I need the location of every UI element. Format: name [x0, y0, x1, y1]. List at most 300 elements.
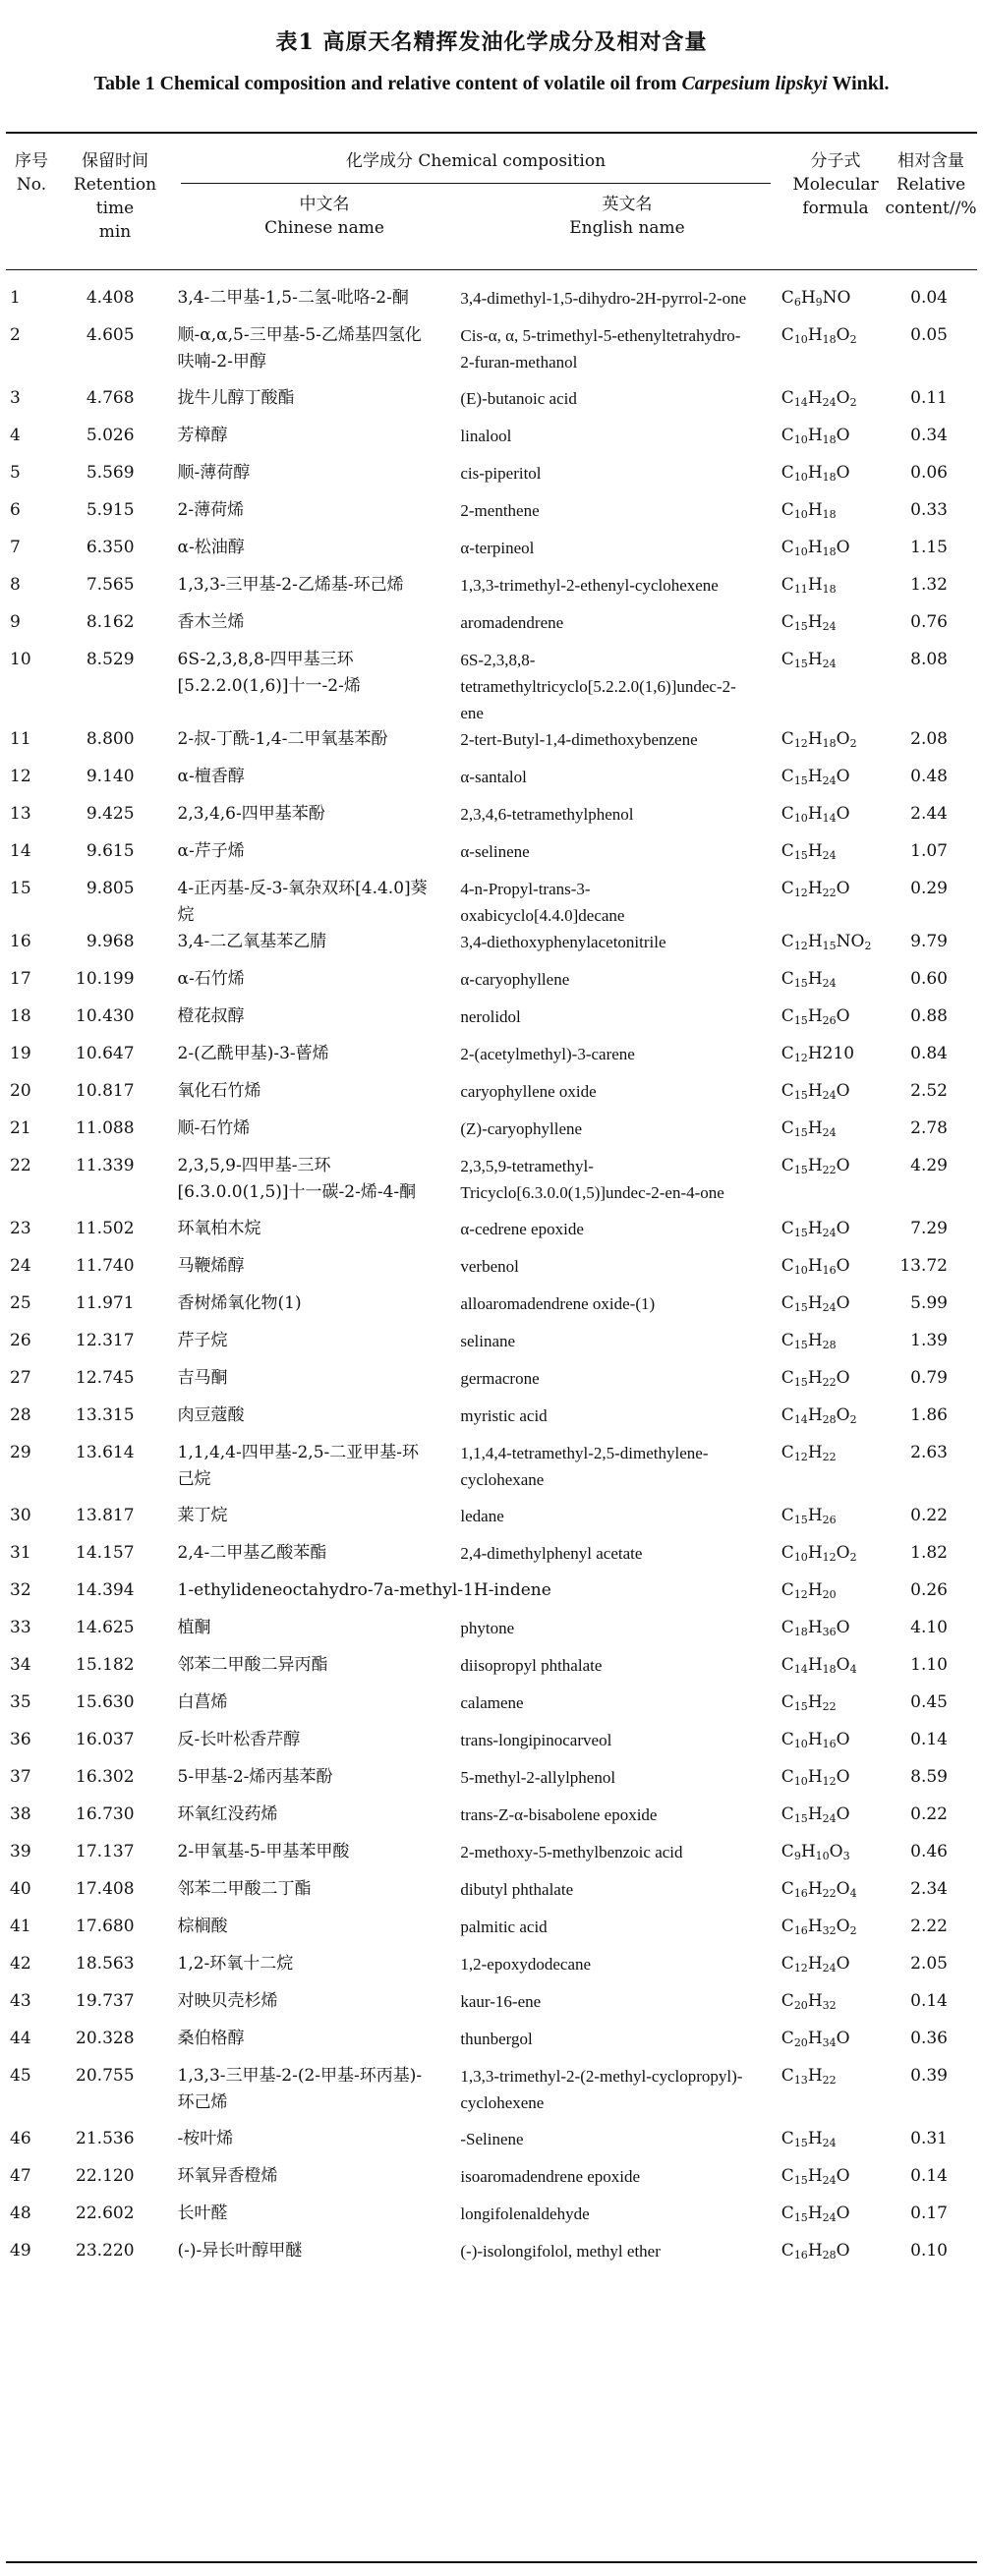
table-row	[6, 535, 977, 572]
cell-number: 43	[10, 1991, 31, 2011]
cell-retention-time: 13.817	[76, 1506, 135, 1525]
cell-english-name: 2,3,4,6-tetramethylphenol	[460, 805, 634, 824]
cell-molecular-formula: $C_{15}H_{24}$	[781, 2129, 837, 2149]
cell-retention-time: 16.730	[76, 1804, 135, 1824]
header-no	[6, 149, 57, 197]
cell-retention-time: 11.740	[76, 1256, 135, 1276]
cell-english-name: 2,3,5,9-tetramethyl-Tricyclo[6.3.0.0(1,5)]undec-2-en-4-one	[460, 1157, 724, 1202]
cell-relative-content: 0.31	[910, 2129, 948, 2148]
cell-english-name: -Selinene	[460, 2130, 524, 2148]
cell-number: 41	[10, 1917, 31, 1936]
cell-relative-content: 0.29	[910, 879, 948, 898]
cell-molecular-formula: $C_{14}H_{28}O_2$	[781, 1405, 857, 1426]
cell-retention-time: 10.199	[76, 969, 135, 989]
cell-english-name: cis-piperitol	[460, 464, 542, 483]
header-cn-name-1: 中文名	[299, 195, 350, 214]
cell-relative-content: 1.10	[910, 1655, 948, 1675]
cell-english-name: kaur-16-ene	[460, 1992, 542, 2011]
cell-retention-time: 13.614	[76, 1443, 135, 1462]
cell-chinese-name: 1,3,3-三甲基-2-乙烯基-环己烯	[177, 575, 404, 595]
table-row	[6, 1839, 977, 1876]
cell-relative-content: 2.44	[910, 804, 948, 824]
cell-retention-time: 12.745	[76, 1368, 135, 1388]
cell-chinese-name: 1,1,4,4-四甲基-2,5-二亚甲基-环己烷	[177, 1443, 420, 1489]
cell-retention-time: 10.647	[76, 1044, 135, 1063]
table-row	[6, 1440, 977, 1503]
cell-english-name: 2-(acetylmethyl)-3-carene	[460, 1045, 635, 1063]
cell-molecular-formula: $C_{12}H_{22}$	[781, 1443, 837, 1463]
cell-english-name: α-caryophyllene	[460, 970, 570, 989]
cell-number: 32	[10, 1580, 31, 1600]
table-row	[6, 1540, 977, 1577]
cell-molecular-formula: $C_{16}H_{32}O_2$	[781, 1917, 857, 1937]
cell-relative-content: 0.84	[910, 1044, 948, 1063]
cell-relative-content: 0.34	[910, 426, 948, 445]
cell-relative-content: 1.82	[910, 1543, 948, 1563]
header-no-cn: 序号	[15, 151, 48, 171]
cell-number: 5	[10, 463, 21, 483]
cell-chinese-name: 桑伯格醇	[177, 2029, 245, 2048]
cell-retention-time: 9.425	[86, 804, 135, 824]
cell-number: 49	[10, 2241, 31, 2261]
table-row	[6, 1988, 977, 2026]
cell-relative-content: 8.08	[910, 650, 948, 669]
header-composition-rule	[181, 183, 771, 184]
cell-english-name: nerolidol	[460, 1007, 521, 1026]
title-en-species: Carpesium lipskyi	[681, 73, 828, 94]
cell-chinese-name: (-)-异长叶醇甲醚	[177, 2241, 303, 2261]
cell-retention-time: 9.615	[86, 841, 135, 861]
table-row	[6, 1689, 977, 1727]
cell-number: 19	[10, 1044, 31, 1063]
cell-relative-content: 0.76	[910, 612, 948, 632]
cell-retention-time: 22.602	[76, 2204, 135, 2223]
table-title-english	[0, 73, 983, 95]
cell-retention-time: 8.800	[86, 729, 135, 749]
cell-molecular-formula: $C_{15}H_{22}O$	[781, 1156, 850, 1176]
cell-english-name: 5-methyl-2-allylphenol	[460, 1768, 616, 1787]
cell-retention-time: 11.088	[76, 1118, 135, 1138]
cell-english-name: palmitic acid	[460, 1918, 548, 1936]
table-row	[6, 2238, 977, 2275]
cell-molecular-formula: $C_{20}H_{34}O$	[781, 2029, 850, 2049]
cell-chinese-name: 吉马酮	[177, 1368, 228, 1388]
table-row	[6, 1615, 977, 1652]
cell-relative-content: 1.39	[910, 1331, 948, 1350]
cell-molecular-formula: $C_{16}H_{28}O$	[781, 2241, 850, 2261]
cell-chinese-name: 马鞭烯醇	[177, 1256, 245, 1276]
cell-chinese-name: 2-甲氧基-5-甲基苯甲酸	[177, 1842, 350, 1861]
cell-molecular-formula: $C_{15}H_{24}O$	[781, 2204, 850, 2224]
cell-number: 3	[10, 388, 21, 408]
cell-molecular-formula: $C_{15}H_{24}O$	[781, 1804, 850, 1825]
cell-number: 17	[10, 969, 31, 989]
cell-english-name: 1,2-epoxydodecane	[460, 1955, 592, 1974]
table-row	[6, 1253, 977, 1290]
cell-relative-content: 0.88	[910, 1006, 948, 1026]
cell-chinese-name: α-檀香醇	[177, 767, 245, 786]
table-row	[6, 1802, 977, 1839]
cell-number: 2	[10, 325, 21, 345]
cell-retention-time: 14.157	[76, 1543, 135, 1563]
cell-relative-content: 8.59	[910, 1767, 948, 1787]
cell-relative-content: 0.36	[910, 2029, 948, 2048]
cell-relative-content: 0.48	[910, 767, 948, 786]
cell-english-name: linalool	[460, 427, 512, 445]
table-row	[6, 647, 977, 726]
cell-molecular-formula: $C_{12}H_{18}O_2$	[781, 729, 857, 750]
cell-number: 29	[10, 1443, 31, 1462]
cell-relative-content: 0.26	[910, 1580, 948, 1600]
cell-chinese-name: α-芹子烯	[177, 841, 245, 861]
cell-english-name: calamene	[460, 1693, 524, 1712]
cell-number: 45	[10, 2066, 31, 2086]
cell-molecular-formula: $C_{15}H_{22}$	[781, 1692, 837, 1713]
cell-number: 7	[10, 538, 21, 557]
cell-chinese-name: 拢牛儿醇丁酸酯	[177, 388, 295, 408]
cell-molecular-formula: $C_{15}H_{24}$	[781, 841, 837, 862]
table-row	[6, 609, 977, 647]
cell-molecular-formula: $C_{15}H_{24}$	[781, 612, 837, 633]
cell-retention-time: 11.971	[76, 1293, 135, 1313]
cell-relative-content: 2.78	[910, 1118, 948, 1138]
cell-chinese-name: 顺-α,α,5-三甲基-5-乙烯基四氢化呋喃-2-甲醇	[177, 325, 422, 372]
cell-english-name: Cis-α, α, 5-trimethyl-5-ethenyltetrahydro-2-furan-methanol	[460, 326, 741, 372]
cell-retention-time: 8.529	[86, 650, 135, 669]
cell-relative-content: 7.29	[910, 1219, 948, 1238]
cell-retention-time: 9.968	[86, 932, 135, 951]
cell-molecular-formula: $C_{10}H_{18}O_2$	[781, 325, 857, 346]
cell-relative-content: 13.72	[899, 1256, 948, 1276]
cell-retention-time: 5.569	[86, 463, 135, 483]
cell-number: 24	[10, 1256, 31, 1276]
header-chinese-name	[173, 193, 476, 240]
cell-relative-content: 0.14	[910, 2166, 948, 2186]
cell-molecular-formula: $C_{12}H210$	[781, 1044, 855, 1064]
cell-chinese-name: 肉豆蔻酸	[177, 1405, 245, 1425]
bottom-rule	[6, 2561, 977, 2563]
cell-molecular-formula: $C_{15}H_{22}O$	[781, 1368, 850, 1389]
table-row	[6, 2201, 977, 2238]
header-rc-en1: Relative	[896, 175, 966, 195]
table-row	[6, 1041, 977, 1078]
cell-english-name: isoaromadendrene epoxide	[460, 2167, 641, 2186]
cell-molecular-formula: $C_{15}H_{24}$	[781, 969, 837, 990]
cell-retention-time: 14.625	[76, 1618, 135, 1637]
cell-chinese-name: 3,4-二甲基-1,5-二氢-吡咯-2-酮	[177, 288, 409, 308]
cell-retention-time: 11.502	[76, 1219, 135, 1238]
cell-english-name: diisopropyl phthalate	[460, 1656, 603, 1675]
cell-number: 42	[10, 1954, 31, 1974]
cell-number: 1	[10, 288, 21, 308]
cell-retention-time: 11.339	[76, 1156, 135, 1175]
table-row	[6, 1328, 977, 1365]
cell-relative-content: 1.32	[910, 575, 948, 595]
cell-molecular-formula: $C_{10}H_{16}O$	[781, 1730, 850, 1750]
header-formula	[786, 149, 885, 220]
cell-relative-content: 0.60	[910, 969, 948, 989]
cell-relative-content: 2.08	[910, 729, 948, 749]
cell-relative-content: 4.29	[910, 1156, 948, 1175]
cell-relative-content: 0.05	[910, 325, 948, 345]
cell-molecular-formula: $C_{14}H_{24}O_2$	[781, 388, 857, 409]
title-en-suffix: Winkl.	[827, 73, 890, 94]
cell-retention-time: 16.302	[76, 1767, 135, 1787]
header-english-name	[476, 193, 779, 240]
cell-relative-content: 5.99	[910, 1293, 948, 1313]
table-row	[6, 1914, 977, 1951]
header-relative-content	[885, 149, 977, 220]
cell-chinese-name: 顺-薄荷醇	[177, 463, 251, 483]
table-row	[6, 801, 977, 838]
header-en-name-1: 英文名	[602, 195, 653, 214]
table-body	[6, 285, 977, 2275]
cell-relative-content: 2.52	[910, 1081, 948, 1101]
cell-retention-time: 20.328	[76, 2029, 135, 2048]
cell-english-name: aromadendrene	[460, 613, 564, 632]
cell-retention-time: 5.915	[86, 500, 135, 520]
cell-english-name: longifolenaldehyde	[460, 2204, 590, 2223]
header-mf-en1: Molecular	[792, 175, 879, 195]
cell-relative-content: 0.46	[910, 1842, 948, 1861]
cell-chinese-name: 邻苯二甲酸二异丙酯	[177, 1655, 328, 1675]
cell-english-name: caryophyllene oxide	[460, 1082, 597, 1101]
cell-relative-content: 2.22	[910, 1917, 948, 1936]
cell-chinese-name: 2-薄荷烯	[177, 500, 245, 520]
cell-english-name: 4-n-Propyl-trans-3-oxabicyclo[4.4.0]decane	[460, 880, 625, 925]
cell-chinese-name: -桉叶烯	[177, 2129, 234, 2148]
cell-chinese-name: 植酮	[177, 1618, 211, 1637]
cell-molecular-formula: $C_{11}H_{18}$	[781, 575, 837, 596]
cell-relative-content: 0.11	[910, 388, 948, 408]
table-row	[6, 1216, 977, 1253]
cell-retention-time: 23.220	[76, 2241, 135, 2261]
header-mf-en2: formula	[802, 199, 869, 218]
header-rt-cn: 保留时间	[82, 151, 148, 171]
cell-retention-time: 15.630	[76, 1692, 135, 1712]
cell-relative-content: 1.86	[910, 1405, 948, 1425]
table-title-chinese: 表1 高原天名精挥发油化学成分及相对含量	[275, 29, 708, 55]
cell-chinese-name: 氧化石竹烯	[177, 1081, 261, 1101]
cell-retention-time: 4.768	[86, 388, 135, 408]
cell-relative-content: 0.06	[910, 463, 948, 483]
cell-relative-content: 9.79	[910, 932, 948, 951]
cell-english-name: 3,4-diethoxyphenylacetonitrile	[460, 933, 666, 951]
cell-english-name: myristic acid	[460, 1406, 548, 1425]
cell-english-name: (E)-butanoic acid	[460, 389, 577, 408]
table-row	[6, 838, 977, 876]
cell-number: 37	[10, 1767, 31, 1787]
cell-chinese-name: 环氧柏木烷	[177, 1219, 261, 1238]
cell-molecular-formula: $C_{12}H_{22}O$	[781, 879, 850, 899]
cell-chinese-name: 香树烯氧化物(1)	[177, 1293, 302, 1313]
cell-molecular-formula: $C_{15}H_{24}O$	[781, 767, 850, 787]
cell-relative-content: 1.07	[910, 841, 948, 861]
cell-chinese-name: 4-正丙基-反-3-氧杂双环[4.4.0]葵烷	[177, 879, 428, 925]
cell-molecular-formula: $C_{10}H_{12}O_2$	[781, 1543, 857, 1564]
cell-chinese-name: 5-甲基-2-烯丙基苯酚	[177, 1767, 333, 1787]
cell-molecular-formula: $C_{10}H_{18}O$	[781, 463, 850, 484]
cell-molecular-formula: $C_{15}H_{24}O$	[781, 1293, 850, 1314]
cell-relative-content: 0.22	[910, 1506, 948, 1525]
table-row	[6, 423, 977, 460]
cell-number: 31	[10, 1543, 31, 1563]
cell-number: 8	[10, 575, 21, 595]
cell-retention-time: 19.737	[76, 1991, 135, 2011]
table-row	[6, 1764, 977, 1802]
cell-english-name: phytone	[460, 1619, 515, 1637]
cell-english-name: alloaromadendrene oxide-(1)	[460, 1294, 656, 1313]
cell-molecular-formula: $C_{10}H_{14}O$	[781, 804, 850, 825]
cell-chinese-name: 1,3,3-三甲基-2-(2-甲基-环丙基)-环己烯	[177, 2066, 423, 2112]
cell-english-name: 1,1,4,4-tetramethyl-2,5-dimethylene-cyclohexane	[460, 1444, 709, 1489]
cell-number: 22	[10, 1156, 31, 1175]
cell-number: 28	[10, 1405, 31, 1425]
cell-number: 18	[10, 1006, 31, 1026]
table-row	[6, 1577, 977, 1615]
cell-retention-time: 6.350	[86, 538, 135, 557]
cell-molecular-formula: $C_9H_{10}O_3$	[781, 1842, 850, 1862]
cell-chinese-name: 3,4-二乙氧基苯乙腈	[177, 932, 327, 951]
table-row	[6, 1402, 977, 1440]
cell-number: 4	[10, 426, 21, 445]
header-rt	[57, 149, 173, 244]
cell-retention-time: 13.315	[76, 1405, 135, 1425]
cell-relative-content: 4.10	[910, 1618, 948, 1637]
cell-retention-time: 18.563	[76, 1954, 135, 1974]
table-row	[6, 2163, 977, 2201]
cell-molecular-formula: $C_{15}H_{24}O$	[781, 1219, 850, 1239]
cell-molecular-formula: $C_{15}H_{24}O$	[781, 1081, 850, 1102]
cell-molecular-formula: $C_{20}H_{32}$	[781, 1991, 837, 2012]
cell-english-name: selinane	[460, 1332, 516, 1350]
cell-number: 27	[10, 1368, 31, 1388]
cell-retention-time: 16.037	[76, 1730, 135, 1749]
cell-number: 47	[10, 2166, 31, 2186]
header-rt-en1: Retention time	[73, 175, 157, 218]
cell-molecular-formula: $C_{15}H_{26}$	[781, 1506, 837, 1526]
cell-english-name: α-selinene	[460, 842, 530, 861]
cell-number: 26	[10, 1331, 31, 1350]
cell-chinese-name: α-松油醇	[177, 538, 245, 557]
cell-retention-time: 4.605	[86, 325, 135, 345]
table-row	[6, 460, 977, 497]
cell-molecular-formula: $C_{13}H_{22}$	[781, 2066, 837, 2087]
table-row	[6, 1503, 977, 1540]
cell-number: 15	[10, 879, 31, 898]
cell-chinese-name: 对映贝壳杉烯	[177, 1991, 278, 2011]
cell-molecular-formula: $C_{15}H_{28}$	[781, 1331, 837, 1351]
cell-english-name: germacrone	[460, 1369, 540, 1388]
cell-english-name: trans-Z-α-bisabolene epoxide	[460, 1805, 658, 1824]
cell-molecular-formula: $C_{15}H_{24}$	[781, 650, 837, 670]
table-row	[6, 1290, 977, 1328]
cell-relative-content: 0.17	[910, 2204, 948, 2223]
cell-english-name: α-cedrene epoxide	[460, 1220, 584, 1238]
cell-chinese-name: 2-叔-丁酰-1,4-二甲氧基苯酚	[177, 729, 388, 749]
cell-number: 11	[10, 729, 31, 749]
table-row	[6, 322, 977, 385]
cell-retention-time: 17.137	[76, 1842, 135, 1861]
cell-number: 16	[10, 932, 31, 951]
cell-english-name: verbenol	[460, 1257, 519, 1276]
cell-molecular-formula: $C_{16}H_{22}O_4$	[781, 1879, 857, 1900]
cell-chinese-name: 棕榈酸	[177, 1917, 228, 1936]
cell-chinese-name: 6S-2,3,8,8-四甲基三环[5.2.2.0(1,6)]十一-2-烯	[177, 650, 361, 696]
table-row	[6, 385, 977, 423]
cell-chinese-name: 香木兰烯	[177, 612, 245, 632]
cell-english-name: 3,4-dimethyl-1,5-dihydro-2H-pyrrol-2-one	[460, 289, 747, 308]
cell-chinese-name: 1-ethylideneoctahydro-7a-methyl-1H-indene	[177, 1580, 551, 1600]
cell-retention-time: 20.755	[76, 2066, 135, 2086]
cell-number: 34	[10, 1655, 31, 1675]
cell-molecular-formula: $C_{10}H_{18}O$	[781, 538, 850, 558]
cell-number: 23	[10, 1219, 31, 1238]
header-en-name-2: English name	[569, 218, 685, 238]
cell-relative-content: 1.15	[910, 538, 948, 557]
cell-number: 39	[10, 1842, 31, 1861]
cell-molecular-formula: $C_{12}H_{20}$	[781, 1580, 837, 1601]
cell-chinese-name: 邻苯二甲酸二丁酯	[177, 1879, 312, 1899]
cell-english-name: 2-menthene	[460, 501, 540, 520]
table-row	[6, 1876, 977, 1914]
cell-english-name: thunbergol	[460, 2030, 533, 2048]
cell-relative-content: 0.10	[910, 2241, 948, 2261]
table-row	[6, 2026, 977, 2063]
header-rt-en2: min	[98, 222, 132, 242]
table-row	[6, 2063, 977, 2126]
cell-english-name: ledane	[460, 1507, 504, 1525]
cell-molecular-formula: $C_{12}H_{24}O$	[781, 1954, 850, 1975]
cell-number: 33	[10, 1618, 31, 1637]
cell-chinese-name: 2,3,4,6-四甲基苯酚	[177, 804, 325, 824]
cell-molecular-formula: $C_{10}H_{18}$	[781, 500, 837, 521]
cell-english-name: α-santalol	[460, 768, 527, 786]
cell-number: 14	[10, 841, 31, 861]
cell-english-name: 6S-2,3,8,8-tetramethyltricyclo[5.2.2.0(1,6)]undec-2-ene	[460, 651, 736, 722]
cell-english-name: (Z)-caryophyllene	[460, 1119, 583, 1138]
cell-retention-time: 4.408	[86, 288, 135, 308]
header-rc-en2: content//%	[885, 199, 977, 218]
cell-number: 30	[10, 1506, 31, 1525]
cell-number: 36	[10, 1730, 31, 1749]
table-row	[6, 572, 977, 609]
cell-chinese-name: 顺-石竹烯	[177, 1118, 251, 1138]
cell-relative-content: 0.79	[910, 1368, 948, 1388]
cell-relative-content: 0.39	[910, 2066, 948, 2086]
table-row	[6, 1365, 977, 1402]
cell-retention-time: 9.805	[86, 879, 135, 898]
cell-molecular-formula: $C_{12}H_{15}NO_2$	[781, 932, 872, 952]
cell-molecular-formula: $C_{18}H_{36}O$	[781, 1618, 850, 1638]
cell-molecular-formula: $C_{10}H_{16}O$	[781, 1256, 850, 1277]
cell-number: 46	[10, 2129, 31, 2148]
cell-chinese-name: 2,4-二甲基乙酸苯酯	[177, 1543, 327, 1563]
cell-english-name: (-)-isolongifolol, methyl ether	[460, 2242, 661, 2261]
cell-chinese-name: 长叶醛	[177, 2204, 228, 2223]
cell-retention-time: 10.817	[76, 1081, 135, 1101]
cell-number: 40	[10, 1879, 31, 1899]
cell-number: 35	[10, 1692, 31, 1712]
cell-retention-time: 17.408	[76, 1879, 135, 1899]
cell-relative-content: 0.22	[910, 1804, 948, 1824]
header-no-en: No.	[16, 175, 47, 195]
table-row	[6, 1116, 977, 1153]
cell-retention-time: 10.430	[76, 1006, 135, 1026]
cell-molecular-formula: $C_{15}H_{24}O$	[781, 2166, 850, 2187]
cell-molecular-formula: $C_{15}H_{26}O$	[781, 1006, 850, 1027]
cell-number: 25	[10, 1293, 31, 1313]
